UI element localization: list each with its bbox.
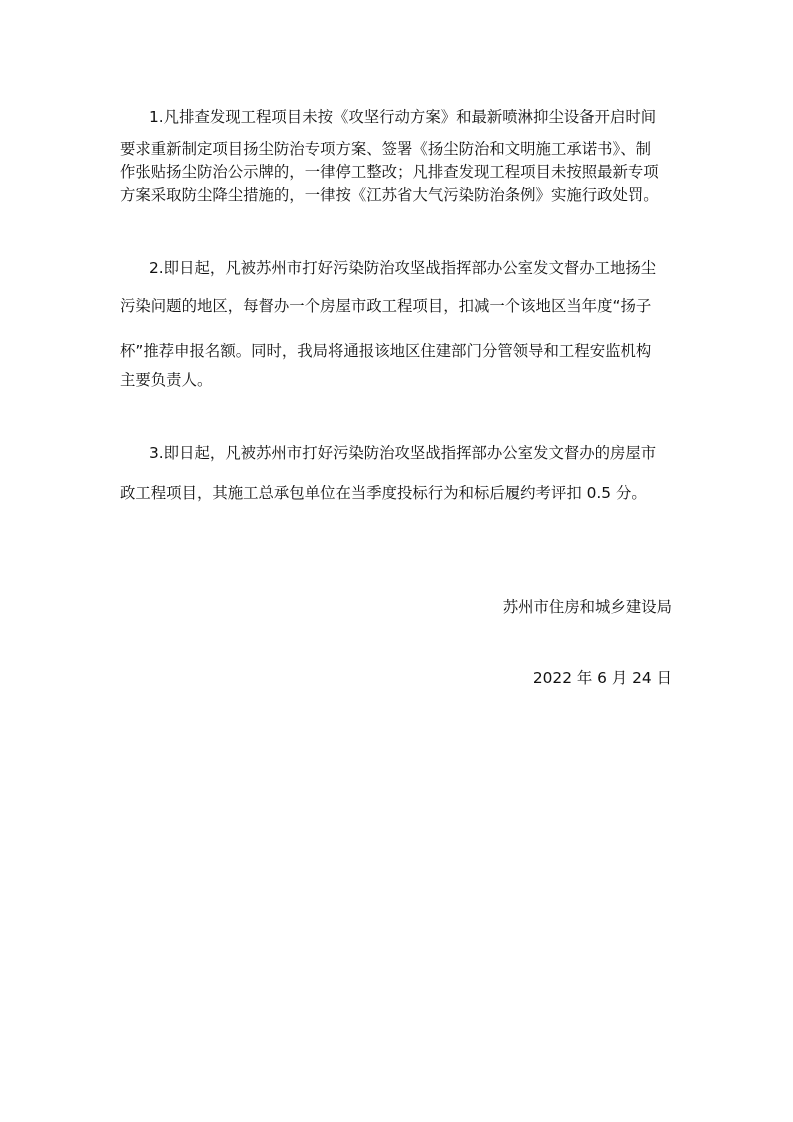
paragraph-2-line-3: 杯”推荐申报名额。同时，我局将通报该地区住建部门分管领导和工程安监机构	[120, 342, 652, 360]
paragraph-2-line-4: 主要负责人。	[120, 371, 213, 389]
paragraph-1-line-3: 作张贴扬尘防治公示牌的，一律停工整改；凡排查发现工程项目未按照最新专项	[120, 163, 659, 181]
issue-date: 2022 年 6 月 24 日	[532, 669, 672, 687]
paragraph-2-line-1: 2.即日起，凡被苏州市打好污染防治攻坚战指挥部办公室发文督办工地扬尘	[149, 259, 657, 277]
paragraph-1-line-2: 要求重新制定项目扬尘防治专项方案、签署《扬尘防治和文明施工承诺书》、制	[120, 140, 651, 158]
paragraph-2-line-2: 污染问题的地区，每督办一个房屋市政工程项目，扣减一个该地区当年度“扬子	[120, 297, 652, 315]
issuing-organization: 苏州市住房和城乡建设局	[502, 598, 672, 616]
paragraph-3-line-2: 政工程项目，其施工总承包单位在当季度投标行为和标后履约考评扣 0.5 分。	[120, 484, 647, 502]
paragraph-1-line-4: 方案采取防尘降尘措施的，一律按《江苏省大气污染防治条例》实施行政处罚。	[120, 186, 659, 204]
paragraph-1-line-1: 1.凡排查发现工程项目未按《攻坚行动方案》和最新喷淋抑尘设备开启时间	[149, 108, 657, 126]
paragraph-3-line-1: 3.即日起，凡被苏州市打好污染防治攻坚战指挥部办公室发文督办的房屋市	[149, 444, 657, 462]
